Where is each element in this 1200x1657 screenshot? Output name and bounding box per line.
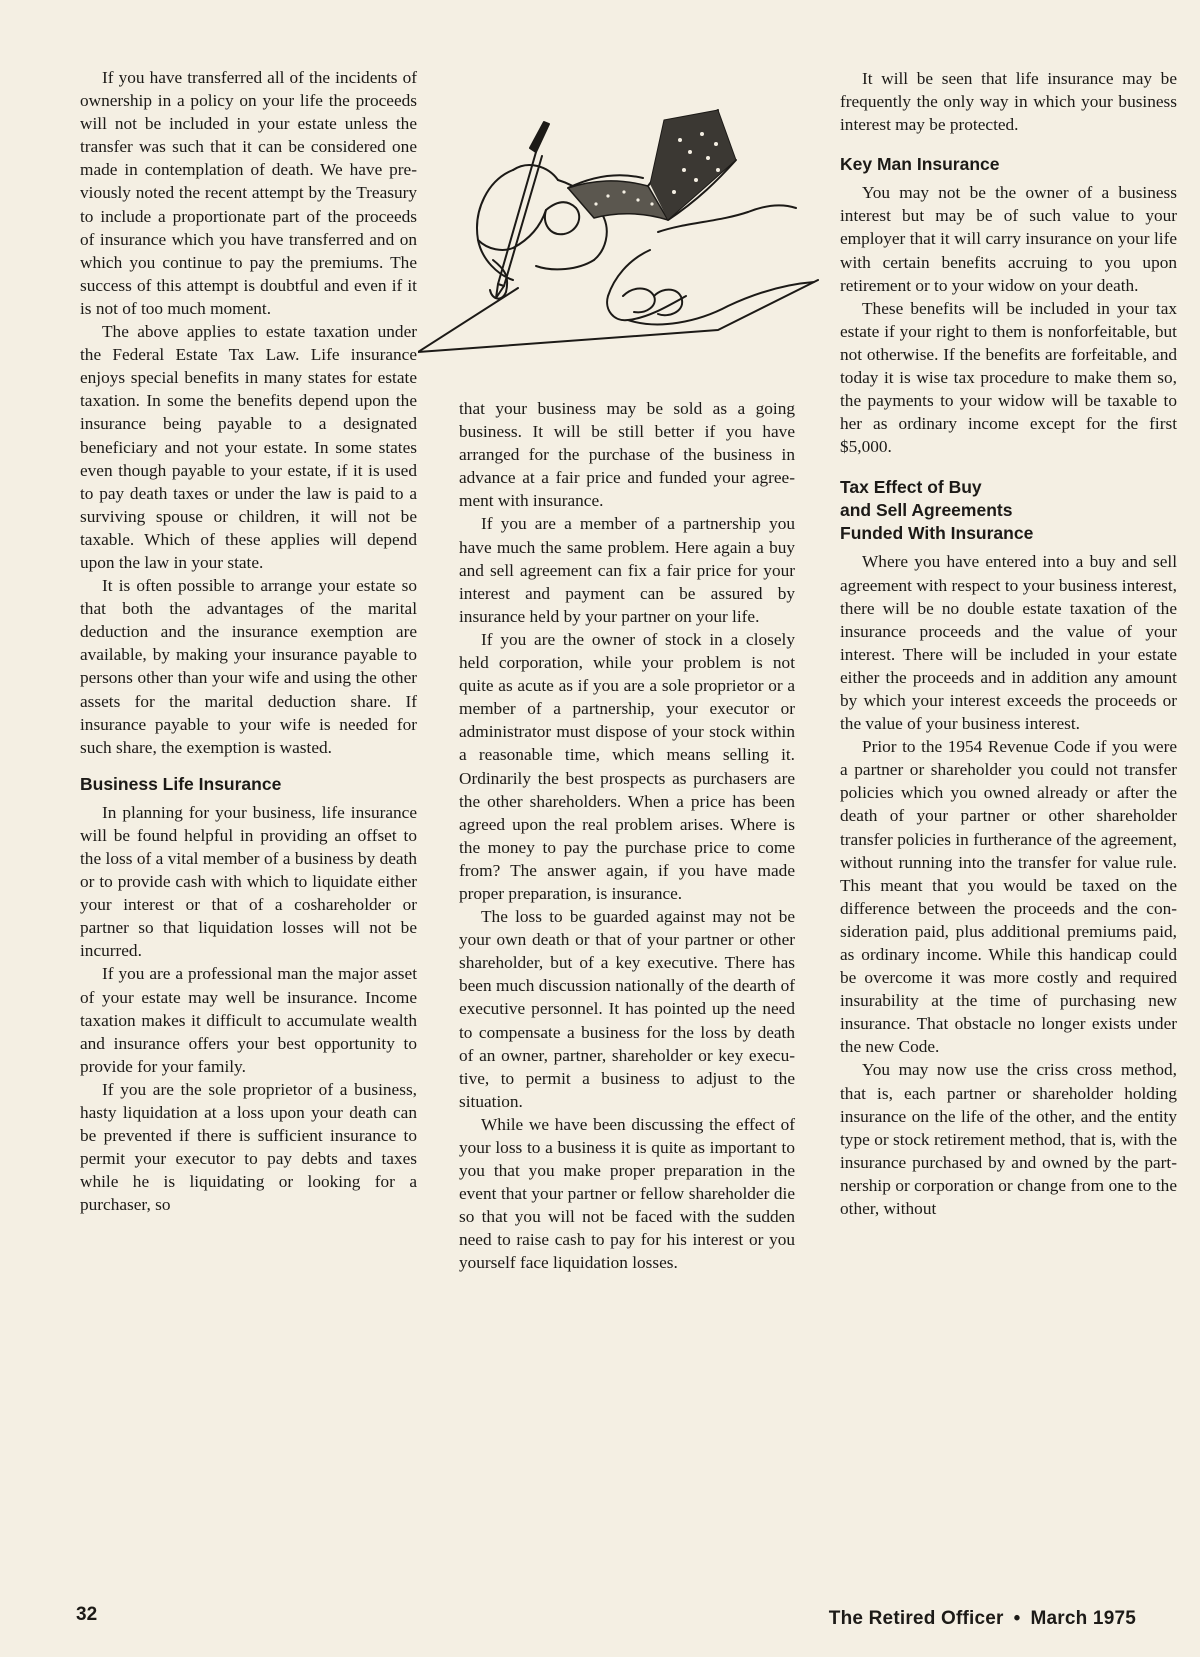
- section-heading-tax-effect: [840, 476, 1177, 545]
- paragraph: It is often possible to arrange your estate so that both the advantages of the marital deduction and the insurance exemption are available, by making your insurance payable to persons other than your wife and using the other assets for the marital deduction share. If insurance payable to your wife is needed for such share, the exemption is wasted.: [80, 576, 417, 757]
- paragraph: If you are a professional man the major asset of your estate may well be insurance. Income taxation makes it difficult to accumulate wealth and insurance offers your best opportunity to provide for your family.: [80, 964, 417, 1076]
- paragraph: If you are the owner of stock in a closely held corporation, while your problem is not quite as acute as if you are a sole proprietor or a member of a partnership, your executor or administrator must dispose of your stock within a reasonable time, which means selling it. Ordinarily the best prospects as purchasers are the other shareholders. When a price has been agreed upon the real problem arises. Where is the money to pay the purchase price to come from? The answer again, if you have made proper preparation, is insurance.: [459, 629, 795, 903]
- paragraph: In planning for your business, life insurance will be found helpful in providing an offset to the loss of a vital member of a business by death or to provide cash with which to liquidate either your interest or that of a coshareholder or partner so that liquidation losses will not be incurred.: [80, 802, 417, 961]
- paragraph: If you are the sole proprietor of a business, hasty liquidation at a loss upon your death can be prevented if there is sufficient insurance to permit your executor to pay debts and taxes while he is liquidating or looking for a purchaser, so: [80, 1079, 417, 1215]
- paragraph: These benefits will be included in your tax estate if your right to them is nonforfeitable, but not otherwise. If the benefits are forfeitable, and today it is wise tax procedure to make them so, the payments to your widow will be taxable to her as ordinary income except for the first $5,000.: [840, 298, 1177, 457]
- section-heading-business-life-insurance: Business Life Insurance: [80, 773, 282, 794]
- publication-name: The Retired Officer: [828, 1608, 1004, 1629]
- publication-footer: [829, 1608, 1136, 1630]
- paragraph: You may not be the owner of a business interest but may be of such value to your employer that it will carry insurance on your life with certain benefits accruing to you upon retirement or to your widow on your death.: [840, 183, 1177, 295]
- paragraph: If you have transferred all of the incidents of ownership in a policy on your life the proceeds will not be included in your estate unless the transfer was such that it can be considered one made in contemplation of death. We have previously noted the recent attempt by the Treasury to include a proportionate part of the proceeds of insurance which you have transferred and on which you continue to pay the premiums. The success of this attempt is doubtful and even if it is not of too much moment.: [80, 68, 417, 318]
- paragraph: The above applies to estate taxation under the Federal Estate Tax Law. Life insurance enjoys special benefits in many states for estate taxation. In some the benefits depend upon the insurance being payable to a designated beneficiary and not your estate. In some states even though payable to your estate, if it is used to pay death taxes or under the law is paid to a surviving spouse or children, it will not be taxable. Which of these applies will depend upon the law in your state.: [80, 322, 417, 572]
- section-heading-key-man-insurance: Key Man Insurance: [840, 154, 1000, 175]
- heading-line: Funded With Insurance: [840, 523, 1034, 544]
- page-number: 32: [76, 1604, 98, 1625]
- paragraph: that your business may be sold as a going business. It will be still better if you have arranged for the purchase of the business in advance at a fair price and funded your agreement with insurance.: [459, 399, 795, 511]
- paragraph: If you are a member of a partnership you have much the same problem. Here again a buy and sell agreement can fix a fair price for your interest and payment can be assured by insurance held by your partner on your life.: [459, 514, 795, 626]
- issue-date: March 1975: [1030, 1608, 1136, 1629]
- paragraph: It will be seen that life insurance may be frequently the only way in which your business interest may be protected.: [840, 69, 1177, 135]
- heading-line: and Sell Agreements: [840, 500, 1013, 521]
- paragraph: While we have been discussing the effect of your loss to a business it is quite as important to you that you make proper preparation in the event that your partner or fellow shareholder die so that you will not be faced with the sudden need to raise cash to pay for his interest or you yourself face liquidation losses.: [459, 1114, 795, 1273]
- bullet-separator: •: [1013, 1608, 1021, 1629]
- text-column-right: [840, 67, 1177, 1220]
- paragraph: The loss to be guarded against may not be your own death or that of your partner or other shareholder, but of a key executive. There has been much discussion nationally of the dearth of executive personnel. It has pointed up the need to compensate a business for the loss by death of an owner, partner, shareholder or key executive, to permit a business to adjust to the situation.: [459, 907, 795, 1111]
- paragraph: You may now use the criss cross method, that is, each partner or shareholder holding insurance on the life of the other, and the entity type or stock retirement method, that is, with the insurance purchased by and owned by the partnership or corporation or change from one to the other, without: [840, 1060, 1177, 1219]
- text-column-left: [80, 66, 417, 1217]
- paragraph: Where you have entered into a buy and sell agreement with respect to your business interest, there will be no double estate taxation of the insurance proceeds and the value of your interest. There will be included in your estate either the proceeds and in addition any amount by which your interest exceeds the proceeds or the value of your business interest.: [840, 552, 1177, 734]
- paragraph: Prior to the 1954 Revenue Code if you were a partner or shareholder you could not transfer policies which you owned already or after the death of your partner or other shareholder transfer policies in furtherance of the agreement, without running into the transfer for value rule. This meant that you would be taxed on the difference between the proceeds and the consideration paid, plus additional premiums paid, as ordinary income. While this handicap could be overcome it was more costly and required insurability at the time of purchasing new insurance. That obstacle no longer exists under the new Code.: [840, 737, 1177, 1057]
- heading-line: Tax Effect of Buy: [840, 477, 982, 498]
- text-column-middle: [459, 397, 795, 1275]
- hand-signing-illustration: [418, 100, 828, 370]
